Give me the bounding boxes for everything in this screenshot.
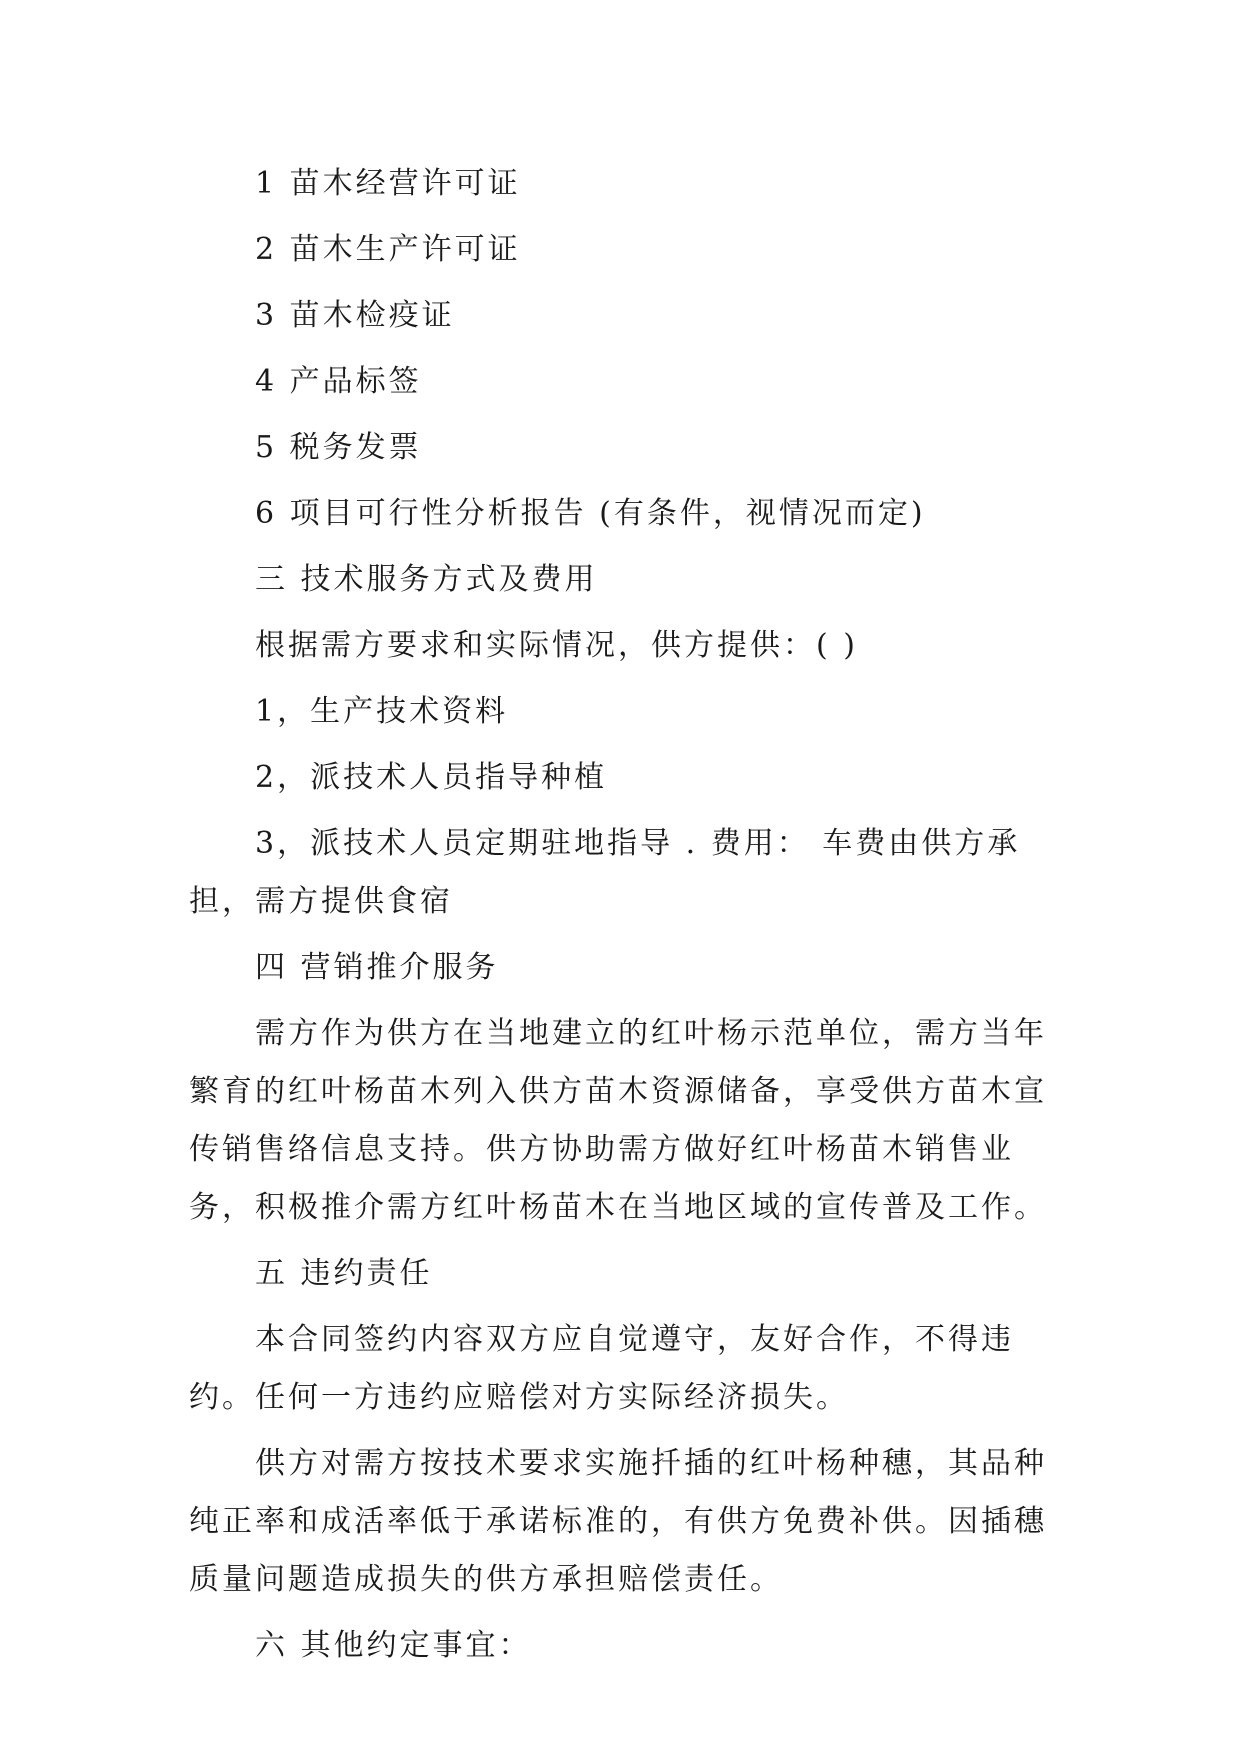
section-3-item-resident-guidance: 3，派技术人员定期驻地指导 . 费用： 车费由供方承担，需方提供食宿: [189, 826, 1021, 919]
section-5-paragraph-2: 供方对需方按技术要求实施扦插的红叶杨种穗，其品种纯正率和成活率低于承诺标准的，有供方免费补供。因插穗质量问题造成损失的供方承担赔偿责任。: [189, 1446, 1047, 1597]
section-6-heading: 六 其他约定事宜：: [255, 1628, 532, 1663]
section-3-item-send-technicians: 2，派技术人员指导种植: [255, 760, 608, 795]
list-item-tax-invoice: 5 税务发票: [255, 430, 422, 465]
section-4-paragraph: 需方作为供方在当地建立的红叶杨示范单位，需方当年繁育的红叶杨苗木列入供方苗木资源储备，享受供方苗木宣传销售络信息支持。供方协助需方做好红叶杨苗木销售业务，积极推介需方红叶杨苗木在当地区域的宣传普及工作。: [189, 1016, 1047, 1225]
list-item-business-license: 1 苗木经营许可证: [255, 166, 521, 201]
list-item-feasibility-report: 6 项目可行性分析报告 (有条件，视情况而定): [255, 496, 926, 531]
section-3-intro: 根据需方要求和实际情况，供方提供：( ): [255, 628, 858, 663]
list-item-production-license: 2 苗木生产许可证: [255, 232, 521, 267]
section-5-paragraph-1: 本合同签约内容双方应自觉遵守，友好合作，不得违约。任何一方违约应赔偿对方实际经济损失。: [189, 1322, 1014, 1415]
section-3-item-tech-materials: 1，生产技术资料: [255, 694, 509, 729]
list-item-product-label: 4 产品标签: [255, 364, 422, 399]
section-4-heading: 四 营销推介服务: [255, 950, 499, 985]
list-item-quarantine-certificate: 3 苗木检疫证: [255, 298, 455, 333]
section-5-heading: 五 违约责任: [255, 1256, 433, 1291]
document-body: [189, 155, 1055, 1675]
section-3-heading: 三 技术服务方式及费用: [255, 562, 598, 597]
